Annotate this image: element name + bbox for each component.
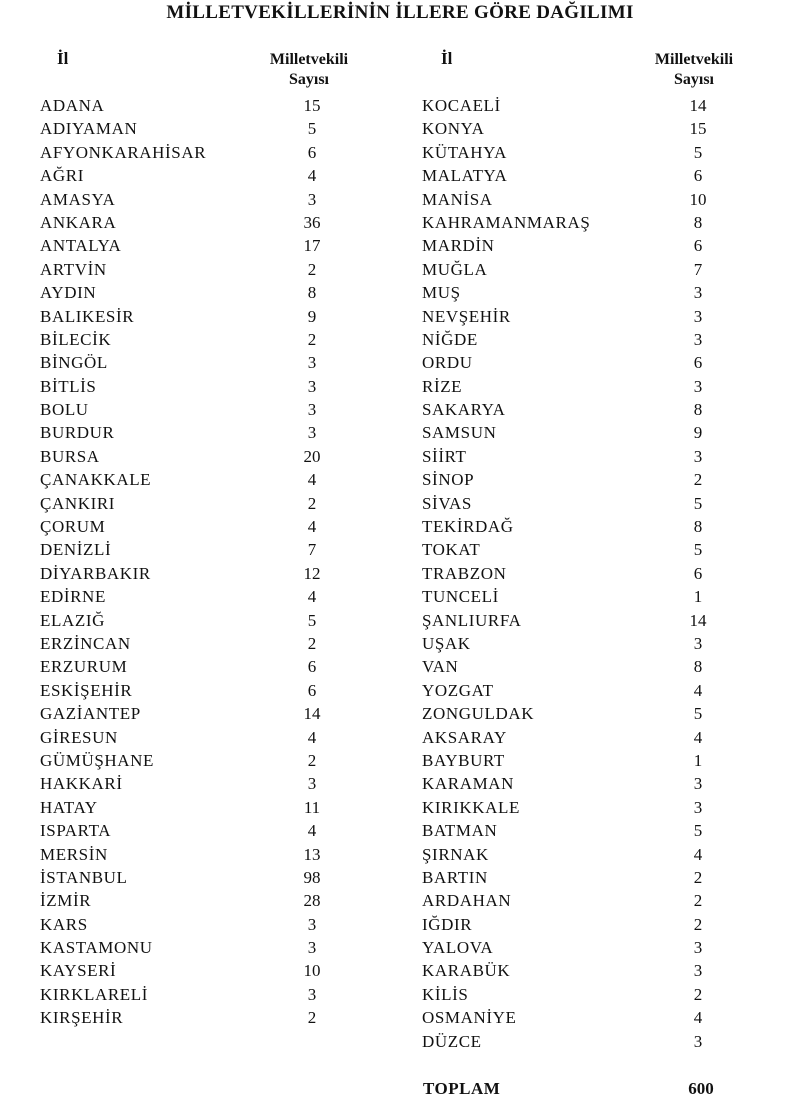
right-count-header bbox=[634, 50, 754, 90]
deputy-count: 3 bbox=[307, 400, 317, 420]
table-row bbox=[40, 679, 340, 702]
deputy-count: 3 bbox=[693, 938, 703, 958]
right-province-header: İl bbox=[441, 49, 453, 68]
province-name: VAN bbox=[422, 657, 459, 677]
province-name: ŞANLIURFA bbox=[422, 610, 522, 630]
province-name: ADANA bbox=[40, 96, 105, 115]
deputy-count: 15 bbox=[689, 119, 707, 139]
table-row bbox=[40, 421, 340, 444]
deputy-count: 10 bbox=[689, 189, 707, 209]
deputy-count: 1 bbox=[693, 750, 703, 770]
table-row bbox=[422, 375, 742, 398]
deputy-count: 3 bbox=[307, 353, 317, 373]
deputy-count: 4 bbox=[307, 821, 317, 841]
province-name: YOZGAT bbox=[422, 680, 494, 700]
right-province-list bbox=[422, 94, 742, 1053]
table-row bbox=[422, 305, 742, 328]
deputy-count: 4 bbox=[693, 680, 703, 700]
deputy-count: 9 bbox=[307, 306, 317, 326]
table-row bbox=[40, 211, 340, 234]
deputy-count: 28 bbox=[303, 891, 321, 911]
table-row bbox=[40, 234, 340, 257]
deputy-count: 5 bbox=[693, 540, 703, 560]
deputy-count: 15 bbox=[303, 96, 321, 115]
deputy-count: 2 bbox=[693, 914, 703, 934]
province-name: AYDIN bbox=[40, 283, 97, 303]
deputy-count: 98 bbox=[303, 867, 321, 887]
deputy-count: 9 bbox=[693, 423, 703, 443]
deputy-count: 8 bbox=[693, 517, 703, 537]
province-name: KARABÜK bbox=[422, 961, 511, 981]
deputy-count: 4 bbox=[307, 517, 317, 537]
province-name: BİLECİK bbox=[40, 329, 112, 349]
province-name: ÇANAKKALE bbox=[40, 470, 152, 490]
table-row bbox=[422, 1006, 742, 1029]
province-name: BURSA bbox=[40, 446, 100, 466]
table-row bbox=[40, 913, 340, 936]
province-name: ERZURUM bbox=[40, 657, 128, 677]
deputy-count: 2 bbox=[307, 493, 317, 513]
table-row bbox=[40, 351, 340, 374]
province-name: DİYARBAKIR bbox=[40, 563, 151, 583]
table-row bbox=[40, 515, 340, 538]
province-name: ZONGULDAK bbox=[422, 704, 535, 724]
deputy-count: 5 bbox=[693, 821, 703, 841]
table-row bbox=[40, 538, 340, 561]
province-name: KIRKLARELİ bbox=[40, 984, 148, 1004]
deputy-count: 4 bbox=[307, 727, 317, 747]
table-row bbox=[422, 585, 742, 608]
deputy-count: 17 bbox=[303, 236, 321, 256]
province-name: ERZİNCAN bbox=[40, 633, 131, 653]
province-name: TRABZON bbox=[422, 563, 507, 583]
table-row bbox=[422, 726, 742, 749]
table-row bbox=[40, 492, 340, 515]
province-name: MARDİN bbox=[422, 236, 495, 256]
deputy-count: 4 bbox=[693, 727, 703, 747]
deputy-count: 3 bbox=[693, 283, 703, 303]
province-name: ÇANKIRI bbox=[40, 493, 116, 513]
deputy-count: 2 bbox=[307, 633, 317, 653]
province-name: MERSİN bbox=[40, 844, 108, 864]
left-count-header-line2: Sayısı bbox=[288, 71, 329, 88]
table-row bbox=[40, 188, 340, 211]
deputy-count: 3 bbox=[693, 376, 703, 396]
province-name: AĞRI bbox=[40, 166, 84, 186]
province-name: SİİRT bbox=[422, 446, 467, 466]
deputy-count: 2 bbox=[307, 329, 317, 349]
province-name: ARTVİN bbox=[40, 259, 107, 279]
table-row bbox=[422, 234, 742, 257]
province-name: EDİRNE bbox=[40, 587, 106, 607]
table-row bbox=[422, 351, 742, 374]
province-name: OSMANİYE bbox=[422, 1008, 517, 1028]
table-row bbox=[422, 258, 742, 281]
total-value: 600 bbox=[688, 1079, 714, 1098]
province-name: ARDAHAN bbox=[422, 891, 512, 911]
table-row bbox=[422, 609, 742, 632]
table-row bbox=[422, 164, 742, 187]
total-label: TOPLAM bbox=[423, 1079, 501, 1098]
province-name: SAMSUN bbox=[422, 423, 497, 443]
deputy-count: 3 bbox=[307, 376, 317, 396]
province-name: MALATYA bbox=[422, 166, 508, 186]
deputy-count: 4 bbox=[307, 166, 317, 186]
province-name: KIRŞEHİR bbox=[40, 1008, 124, 1028]
province-name: NEVŞEHİR bbox=[422, 306, 511, 326]
table-row bbox=[422, 515, 742, 538]
deputy-count: 3 bbox=[693, 797, 703, 817]
deputy-count: 3 bbox=[693, 774, 703, 794]
deputy-count: 36 bbox=[303, 212, 321, 232]
province-name: İSTANBUL bbox=[40, 867, 128, 887]
province-name: BİTLİS bbox=[40, 376, 97, 396]
deputy-count: 2 bbox=[307, 1008, 317, 1028]
table-row bbox=[422, 889, 742, 912]
table-row bbox=[40, 141, 340, 164]
table-row bbox=[422, 468, 742, 491]
deputy-count: 14 bbox=[689, 96, 707, 115]
table-row bbox=[422, 819, 742, 842]
province-name: GİRESUN bbox=[40, 727, 118, 747]
province-name: YALOVA bbox=[422, 938, 494, 958]
province-name: ISPARTA bbox=[40, 821, 112, 841]
province-name: UŞAK bbox=[422, 633, 471, 653]
table-row bbox=[422, 211, 742, 234]
deputy-count: 7 bbox=[693, 259, 703, 279]
province-name: KOCAELİ bbox=[422, 96, 501, 115]
deputy-count: 6 bbox=[693, 563, 703, 583]
deputy-count: 11 bbox=[303, 797, 321, 817]
province-name: AMASYA bbox=[40, 189, 116, 209]
table-row bbox=[422, 94, 742, 117]
province-name: BATMAN bbox=[422, 821, 498, 841]
table-row bbox=[40, 772, 340, 795]
table-row bbox=[40, 445, 340, 468]
table-row bbox=[40, 281, 340, 304]
table-row bbox=[422, 141, 742, 164]
deputy-count: 6 bbox=[693, 166, 703, 186]
deputy-count: 2 bbox=[693, 891, 703, 911]
deputy-count: 4 bbox=[693, 844, 703, 864]
left-count-header bbox=[249, 50, 369, 90]
deputy-count: 3 bbox=[693, 329, 703, 349]
deputy-count: 13 bbox=[303, 844, 321, 864]
table-row bbox=[422, 538, 742, 561]
province-name: BOLU bbox=[40, 400, 89, 420]
province-name: İZMİR bbox=[40, 891, 92, 911]
province-name: KAHRAMANMARAŞ bbox=[422, 212, 591, 232]
province-name: SİNOP bbox=[422, 470, 475, 490]
table-row bbox=[422, 959, 742, 982]
table-row bbox=[40, 562, 340, 585]
province-name: BİNGÖL bbox=[40, 353, 108, 373]
province-name: ÇORUM bbox=[40, 517, 106, 537]
table-row bbox=[40, 305, 340, 328]
province-name: MANİSA bbox=[422, 189, 493, 209]
table-row bbox=[40, 1006, 340, 1029]
table-row bbox=[422, 328, 742, 351]
deputy-count: 20 bbox=[303, 446, 321, 466]
table-row bbox=[40, 375, 340, 398]
table-row bbox=[40, 468, 340, 491]
deputy-count: 3 bbox=[307, 914, 317, 934]
province-name: ANTALYA bbox=[40, 236, 122, 256]
table-row bbox=[422, 655, 742, 678]
table-row bbox=[422, 843, 742, 866]
right-count-header-line2: Sayısı bbox=[673, 71, 714, 88]
province-name: DÜZCE bbox=[422, 1031, 482, 1051]
table-row bbox=[422, 702, 742, 725]
table-row bbox=[40, 164, 340, 187]
table-row bbox=[422, 749, 742, 772]
province-name: BARTIN bbox=[422, 867, 488, 887]
province-name: TOKAT bbox=[422, 540, 481, 560]
table-row bbox=[40, 959, 340, 982]
deputy-count: 2 bbox=[307, 259, 317, 279]
deputy-count: 4 bbox=[307, 587, 317, 607]
table-row bbox=[422, 913, 742, 936]
deputy-count: 3 bbox=[307, 984, 317, 1004]
deputy-count: 3 bbox=[307, 774, 317, 794]
province-name: AKSARAY bbox=[422, 727, 507, 747]
right-count-header-line1: Milletvekili bbox=[654, 51, 734, 68]
province-name: DENİZLİ bbox=[40, 540, 112, 560]
province-name: ADIYAMAN bbox=[40, 119, 138, 139]
province-name: ANKARA bbox=[40, 212, 117, 232]
deputy-count: 3 bbox=[693, 633, 703, 653]
table-row bbox=[40, 398, 340, 421]
province-name: BALIKESİR bbox=[40, 306, 135, 326]
deputy-count: 14 bbox=[303, 704, 321, 724]
province-name: NİĞDE bbox=[422, 329, 478, 349]
table-row bbox=[40, 843, 340, 866]
table-row bbox=[422, 772, 742, 795]
table-row bbox=[422, 796, 742, 819]
left-province-list bbox=[40, 94, 340, 1030]
province-name: HATAY bbox=[40, 797, 98, 817]
deputy-count: 5 bbox=[307, 610, 317, 630]
deputy-count: 6 bbox=[693, 353, 703, 373]
deputy-count: 5 bbox=[693, 704, 703, 724]
deputy-count: 2 bbox=[693, 470, 703, 490]
province-name: BURDUR bbox=[40, 423, 115, 443]
deputy-count: 3 bbox=[693, 446, 703, 466]
deputy-count: 8 bbox=[693, 400, 703, 420]
province-name: KASTAMONU bbox=[40, 938, 153, 958]
page-title: MİLLETVEKİLLERİNİN İLLERE GÖRE DAĞILIMI bbox=[166, 2, 634, 23]
province-name: KONYA bbox=[422, 119, 485, 139]
province-name: GAZİANTEP bbox=[40, 704, 141, 724]
province-name: TEKİRDAĞ bbox=[422, 517, 514, 537]
province-name: HAKKARİ bbox=[40, 774, 123, 794]
province-name: ORDU bbox=[422, 353, 473, 373]
table-row bbox=[422, 1030, 742, 1053]
table-row bbox=[422, 936, 742, 959]
deputy-count: 5 bbox=[307, 119, 317, 139]
table-row bbox=[422, 983, 742, 1006]
table-row bbox=[40, 117, 340, 140]
table-row bbox=[40, 936, 340, 959]
table-row bbox=[422, 866, 742, 889]
deputy-count: 7 bbox=[307, 540, 317, 560]
province-name: ESKİŞEHİR bbox=[40, 680, 133, 700]
deputy-count: 1 bbox=[693, 587, 703, 607]
table-row bbox=[40, 94, 340, 117]
deputy-count: 2 bbox=[693, 984, 703, 1004]
table-row bbox=[40, 749, 340, 772]
province-name: KARAMAN bbox=[422, 774, 515, 794]
deputy-count: 10 bbox=[303, 961, 321, 981]
province-name: KAYSERİ bbox=[40, 961, 117, 981]
table-row bbox=[40, 702, 340, 725]
deputy-count: 6 bbox=[307, 680, 317, 700]
table-row bbox=[40, 889, 340, 912]
deputy-count: 3 bbox=[693, 1031, 703, 1051]
deputy-count: 8 bbox=[693, 657, 703, 677]
left-count-header-line1: Milletvekili bbox=[269, 51, 349, 68]
province-name: KÜTAHYA bbox=[422, 142, 507, 162]
province-name: SAKARYA bbox=[422, 400, 506, 420]
table-row bbox=[40, 819, 340, 842]
table-row bbox=[422, 562, 742, 585]
province-name: MUĞLA bbox=[422, 259, 488, 279]
deputy-count: 8 bbox=[307, 283, 317, 303]
deputy-count: 3 bbox=[693, 306, 703, 326]
province-name: RİZE bbox=[422, 376, 463, 396]
deputy-count: 14 bbox=[689, 610, 707, 630]
table-row bbox=[422, 398, 742, 421]
table-row bbox=[422, 117, 742, 140]
province-name: BAYBURT bbox=[422, 750, 505, 770]
table-row bbox=[422, 445, 742, 468]
deputy-count: 6 bbox=[693, 236, 703, 256]
province-name: AFYONKARAHİSAR bbox=[40, 142, 207, 162]
table-row bbox=[422, 421, 742, 444]
deputy-count: 4 bbox=[693, 1008, 703, 1028]
table-row bbox=[40, 726, 340, 749]
deputy-count: 2 bbox=[693, 867, 703, 887]
table-row bbox=[40, 585, 340, 608]
province-name: IĞDIR bbox=[422, 914, 473, 934]
province-name: ELAZIĞ bbox=[40, 610, 105, 630]
deputy-count: 4 bbox=[307, 470, 317, 490]
province-name: KARS bbox=[40, 914, 88, 934]
province-name: SİVAS bbox=[422, 493, 472, 513]
province-name: KİLİS bbox=[422, 984, 469, 1004]
province-name: TUNCELİ bbox=[422, 587, 499, 607]
table-row bbox=[422, 492, 742, 515]
deputy-count: 3 bbox=[307, 189, 317, 209]
table-row bbox=[40, 328, 340, 351]
deputy-count: 3 bbox=[307, 938, 317, 958]
table-row bbox=[40, 796, 340, 819]
deputy-count: 5 bbox=[693, 142, 703, 162]
deputy-count: 3 bbox=[693, 961, 703, 981]
table-row bbox=[422, 632, 742, 655]
province-name: GÜMÜŞHANE bbox=[40, 750, 155, 770]
table-row bbox=[40, 609, 340, 632]
left-province-header: İl bbox=[57, 49, 69, 68]
table-row bbox=[422, 679, 742, 702]
table-row bbox=[40, 632, 340, 655]
deputy-count: 6 bbox=[307, 142, 317, 162]
table-row bbox=[422, 188, 742, 211]
deputy-count: 8 bbox=[693, 212, 703, 232]
table-row bbox=[40, 983, 340, 1006]
province-name: ŞIRNAK bbox=[422, 844, 489, 864]
deputy-count: 3 bbox=[307, 423, 317, 443]
deputy-count: 5 bbox=[693, 493, 703, 513]
province-name: KIRIKKALE bbox=[422, 797, 520, 817]
deputy-count: 12 bbox=[303, 563, 321, 583]
table-row bbox=[40, 866, 340, 889]
table-row bbox=[422, 281, 742, 304]
table-row bbox=[40, 655, 340, 678]
deputy-count: 6 bbox=[307, 657, 317, 677]
deputy-count: 2 bbox=[307, 750, 317, 770]
table-row bbox=[40, 258, 340, 281]
province-name: MUŞ bbox=[422, 283, 461, 303]
